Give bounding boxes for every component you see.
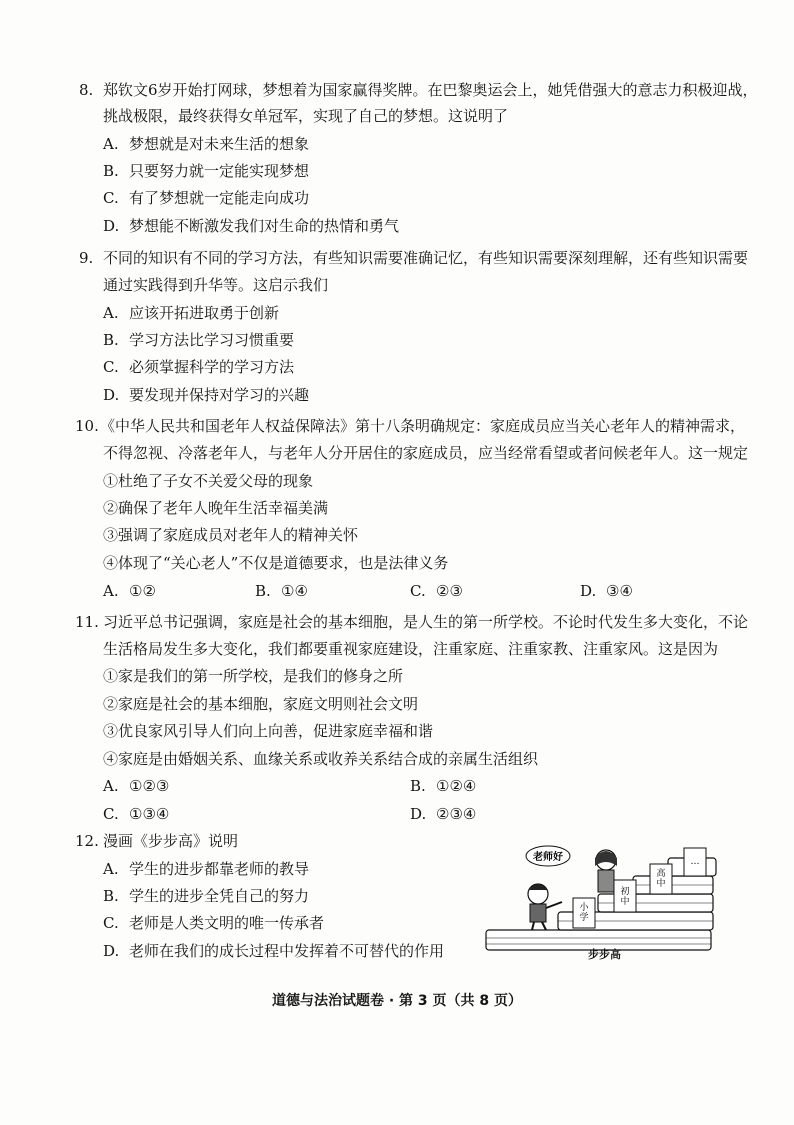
step-label-3: 高中	[656, 869, 666, 889]
choice-c: C. ①③④	[103, 805, 170, 823]
choice-a: A. ①②③	[103, 777, 170, 795]
question-stem-line: 挑战极限，最终获得女单冠军，实现了自己的梦想。这说明了	[103, 107, 509, 125]
question-stem-line: 习近平总书记强调，家庭是社会的基本细胞，是人生的第一所学校。不论时代发生多大变化，不论	[103, 613, 749, 631]
question-number: 11.	[75, 613, 99, 631]
choice-d: D. ②③④	[410, 805, 477, 823]
cartoon-caption: 步步高	[588, 948, 621, 961]
question-number: 10.	[75, 417, 99, 435]
choice-b: B. ①④	[255, 582, 308, 600]
statement-2: ②确保了老年人晚年生活幸福美满	[103, 499, 329, 517]
choice-c: C. ②③	[410, 582, 463, 600]
option-a: A. 学生的进步都靠老师的教导	[103, 860, 310, 878]
option-d: D. 老师在我们的成长过程中发挥着不可替代的作用	[103, 942, 445, 960]
svg-text:老师好: 老师好	[533, 852, 563, 863]
step-label-4: …	[690, 857, 700, 867]
step-label-1: 小学	[579, 903, 589, 923]
option-a: A. 应该开拓进取勇于创新	[103, 304, 280, 322]
speech-bubble	[526, 846, 570, 866]
cartoon-illustration	[478, 838, 728, 958]
option-c: C. 必须掌握科学的学习方法	[103, 358, 295, 376]
step-label-2: 初中	[620, 887, 630, 907]
choice-b: B. ①②④	[410, 777, 477, 795]
statement-1: ①杜绝了子女不关爱父母的现象	[103, 472, 314, 490]
option-b: B. 学习方法比学习习惯重要	[103, 331, 295, 349]
option-c: C. 老师是人类文明的唯一传承者	[103, 914, 325, 932]
question-stem-line: 漫画《步步高》说明	[103, 832, 239, 850]
choice-a: A. ①②	[103, 582, 156, 600]
statement-4: ④体现了“关心老人”不仅是道德要求，也是法律义务	[103, 554, 449, 572]
teacher-figure	[595, 850, 617, 892]
statement-4: ④家庭是由婚姻关系、血缘关系或收养关系结合成的亲属生活组织	[103, 750, 539, 768]
statement-2: ②家庭是社会的基本细胞，家庭文明则社会文明	[103, 695, 419, 713]
question-stem-line: 生活格局发生多大变化，我们都要重视家庭建设，注重家庭、注重家教、注重家风。这是因为	[103, 640, 719, 658]
option-d: D. 梦想能不断激发我们对生命的热情和勇气	[103, 217, 400, 235]
option-c: C. 有了梦想就一定能走向成功	[103, 189, 310, 207]
question-stem-line: 不同的知识有不同的学习方法，有些知识需要准确记忆，有些知识需要深刻理解，还有些知识需要	[103, 249, 749, 267]
statement-1: ①家是我们的第一所学校，是我们的修身之所	[103, 667, 404, 685]
option-a: A. 梦想就是对未来生活的想象	[103, 135, 310, 153]
question-stem-line: 郑钦文6岁开始打网球，梦想着为国家赢得奖牌。在巴黎奥运会上，她凭借强大的意志力积极迎战，	[103, 81, 758, 99]
student-figure	[528, 884, 562, 930]
page-footer: 道德与法治试题卷 · 第 3 页（共 8 页）	[271, 993, 523, 1009]
choice-d: D. ③④	[580, 582, 633, 600]
option-b: B. 学生的进步全凭自己的努力	[103, 887, 310, 905]
question-number: 12.	[75, 832, 99, 850]
question-stem-line: 《中华人民共和国老年人权益保障法》第十八条明确规定：家庭成员应当关心老年人的精神需求，	[100, 417, 746, 435]
statement-3: ③优良家风引导人们向上向善，促进家庭幸福和谐	[103, 722, 434, 740]
option-b: B. 只要努力就一定能实现梦想	[103, 162, 310, 180]
question-stem-line: 通过实践得到升华等。这启示我们	[103, 276, 329, 294]
statement-3: ③强调了家庭成员对老年人的精神关怀	[103, 526, 359, 544]
question-stem-line: 不得忽视、冷落老年人，与老年人分开居住的家庭成员，应当经常看望或者问候老年人。这一规定	[103, 444, 749, 462]
question-number: 8.	[79, 81, 94, 99]
option-d: D. 要发现并保持对学习的兴趣	[103, 386, 310, 404]
question-number: 9.	[79, 249, 94, 267]
